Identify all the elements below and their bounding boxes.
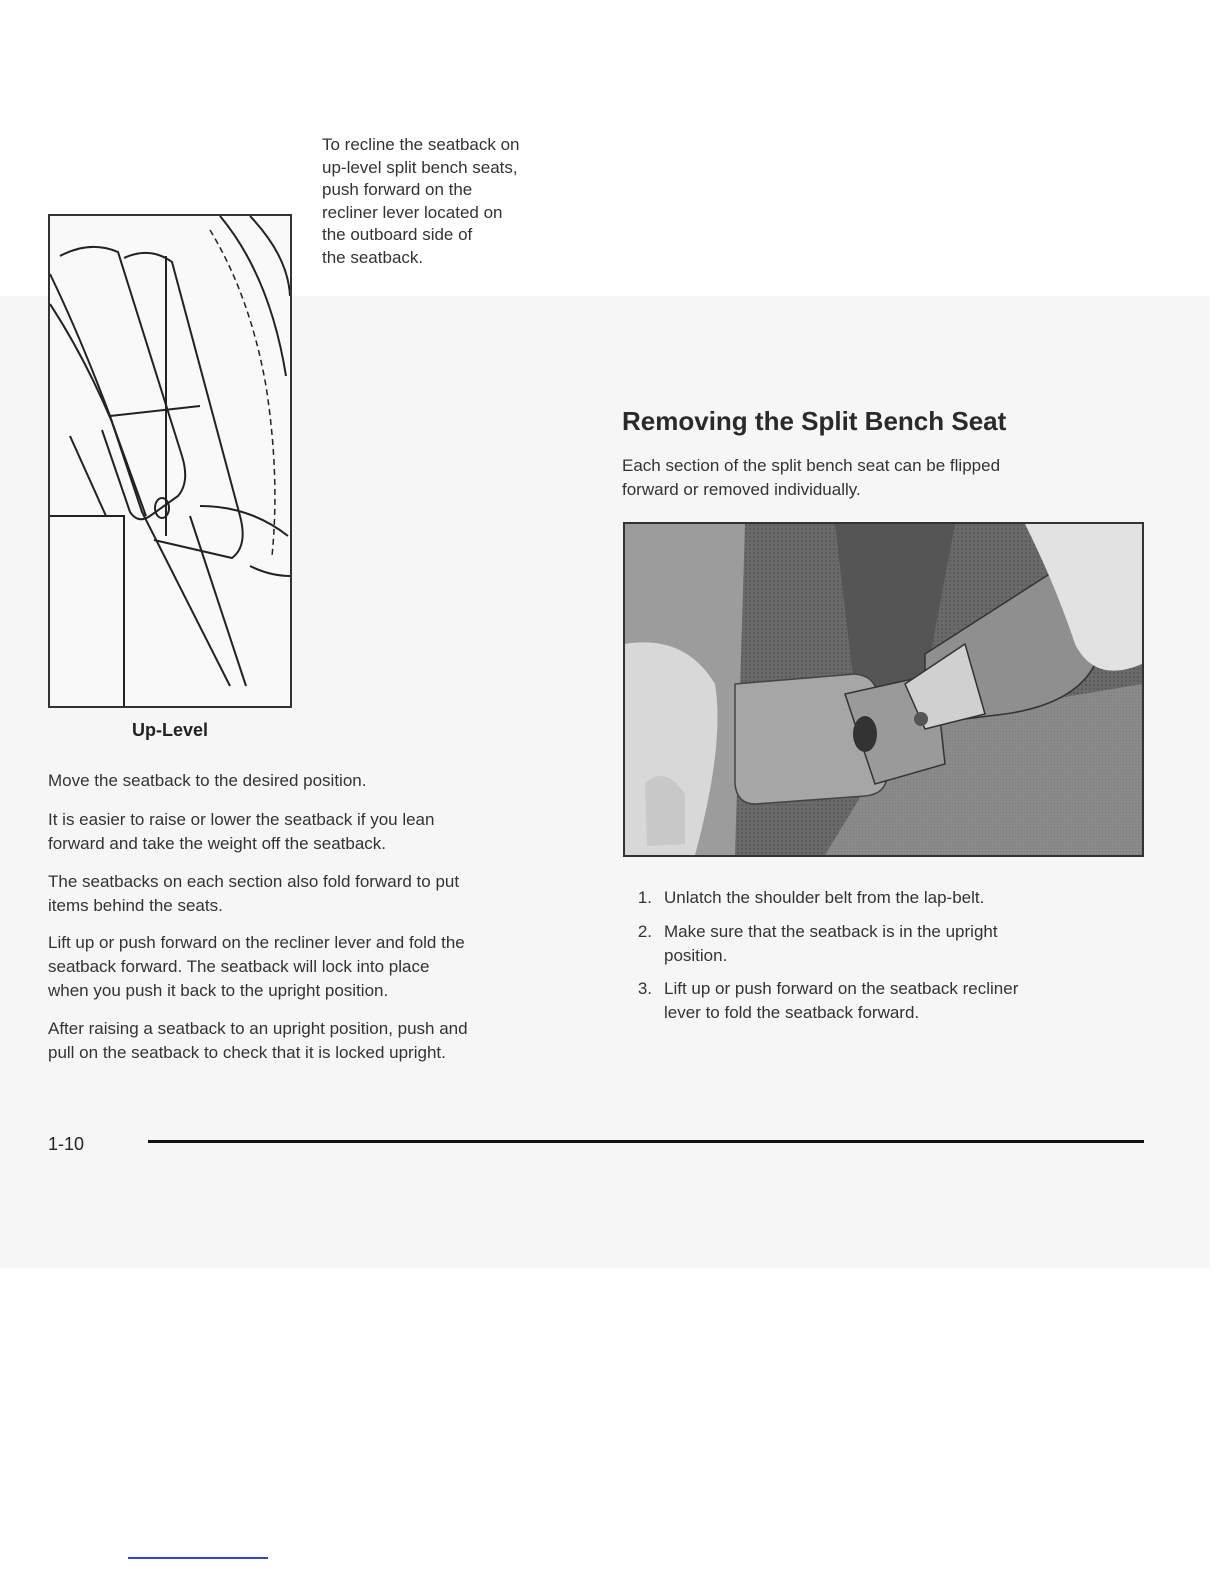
side-text-line: push forward on the — [322, 180, 473, 199]
side-text-line: up-level split bench seats, — [322, 157, 518, 177]
paragraph-check-locked — [48, 1017, 588, 1065]
step-1 — [630, 886, 1150, 916]
paragraph-fold-forward — [48, 870, 588, 918]
seat-belt-buckle-photo — [623, 522, 1144, 857]
paragraph-line: The seatbacks on each section also fold forward to put — [48, 872, 460, 891]
paragraph-line: Move the seatback to the desired position. — [48, 771, 367, 790]
paragraph-line: when you push it back to the upright position. — [48, 981, 389, 1000]
page-number: 1-10 — [48, 1134, 85, 1154]
paragraph-lift-push — [48, 931, 588, 1003]
recline-instructions-text — [322, 134, 582, 269]
illustration-caption: Up-Level — [131, 720, 209, 740]
section-intro — [622, 454, 1142, 502]
bottom-underline — [128, 1557, 268, 1559]
side-text-line: the seatback. — [322, 247, 424, 267]
paragraph-raise-lower — [48, 808, 588, 856]
recliner-lever-illustration — [48, 214, 292, 708]
step-text — [664, 886, 1144, 910]
step-line: lever to fold the seatback forward. — [664, 1002, 920, 1022]
step-line: Unlatch the shoulder belt from the lap-belt. — [664, 888, 985, 907]
step-text — [664, 920, 1144, 967]
step-line: Lift up or push forward on the seatback recliner — [664, 979, 1019, 998]
intro-line: forward or removed individually. — [622, 480, 861, 499]
paragraph-line: pull on the seatback to check that it is locked upright. — [48, 1043, 446, 1062]
step-number: 2. — [637, 922, 652, 941]
step-2 — [630, 920, 1150, 970]
paragraph-line: Lift up or push forward on the recliner lever and fold the — [48, 933, 465, 952]
step-number: 3. — [637, 979, 652, 998]
side-text-line: recliner lever located on — [322, 202, 503, 222]
paragraph-line: After raising a seatback to an upright position, push and — [48, 1019, 468, 1038]
footer-rule — [148, 1140, 1144, 1143]
paragraph-line: items behind the seats. — [48, 896, 223, 915]
step-line: position. — [664, 945, 728, 965]
step-3 — [630, 977, 1150, 1027]
section-heading: Removing the Split Bench Seat — [622, 406, 1007, 436]
paragraph-line: forward and take the weight off the seatback. — [48, 834, 387, 853]
side-text-line: the outboard side of — [322, 225, 473, 244]
step-text — [664, 977, 1144, 1024]
paragraph-line: seatback forward. The seatback will lock into place — [48, 957, 430, 976]
step-number: 1. — [637, 888, 652, 907]
side-text-line: To recline the seatback on — [322, 135, 520, 154]
intro-line: Each section of the split bench seat can be flipped — [622, 456, 1001, 475]
step-line: Make sure that the seatback is in the upright — [664, 922, 998, 941]
paragraph-move-seatback — [48, 769, 588, 793]
recliner-lever-drawing — [50, 216, 290, 706]
paragraph-line: It is easier to raise or lower the seatback if you lean — [48, 810, 435, 829]
buckle-photo-drawing — [625, 524, 1142, 855]
